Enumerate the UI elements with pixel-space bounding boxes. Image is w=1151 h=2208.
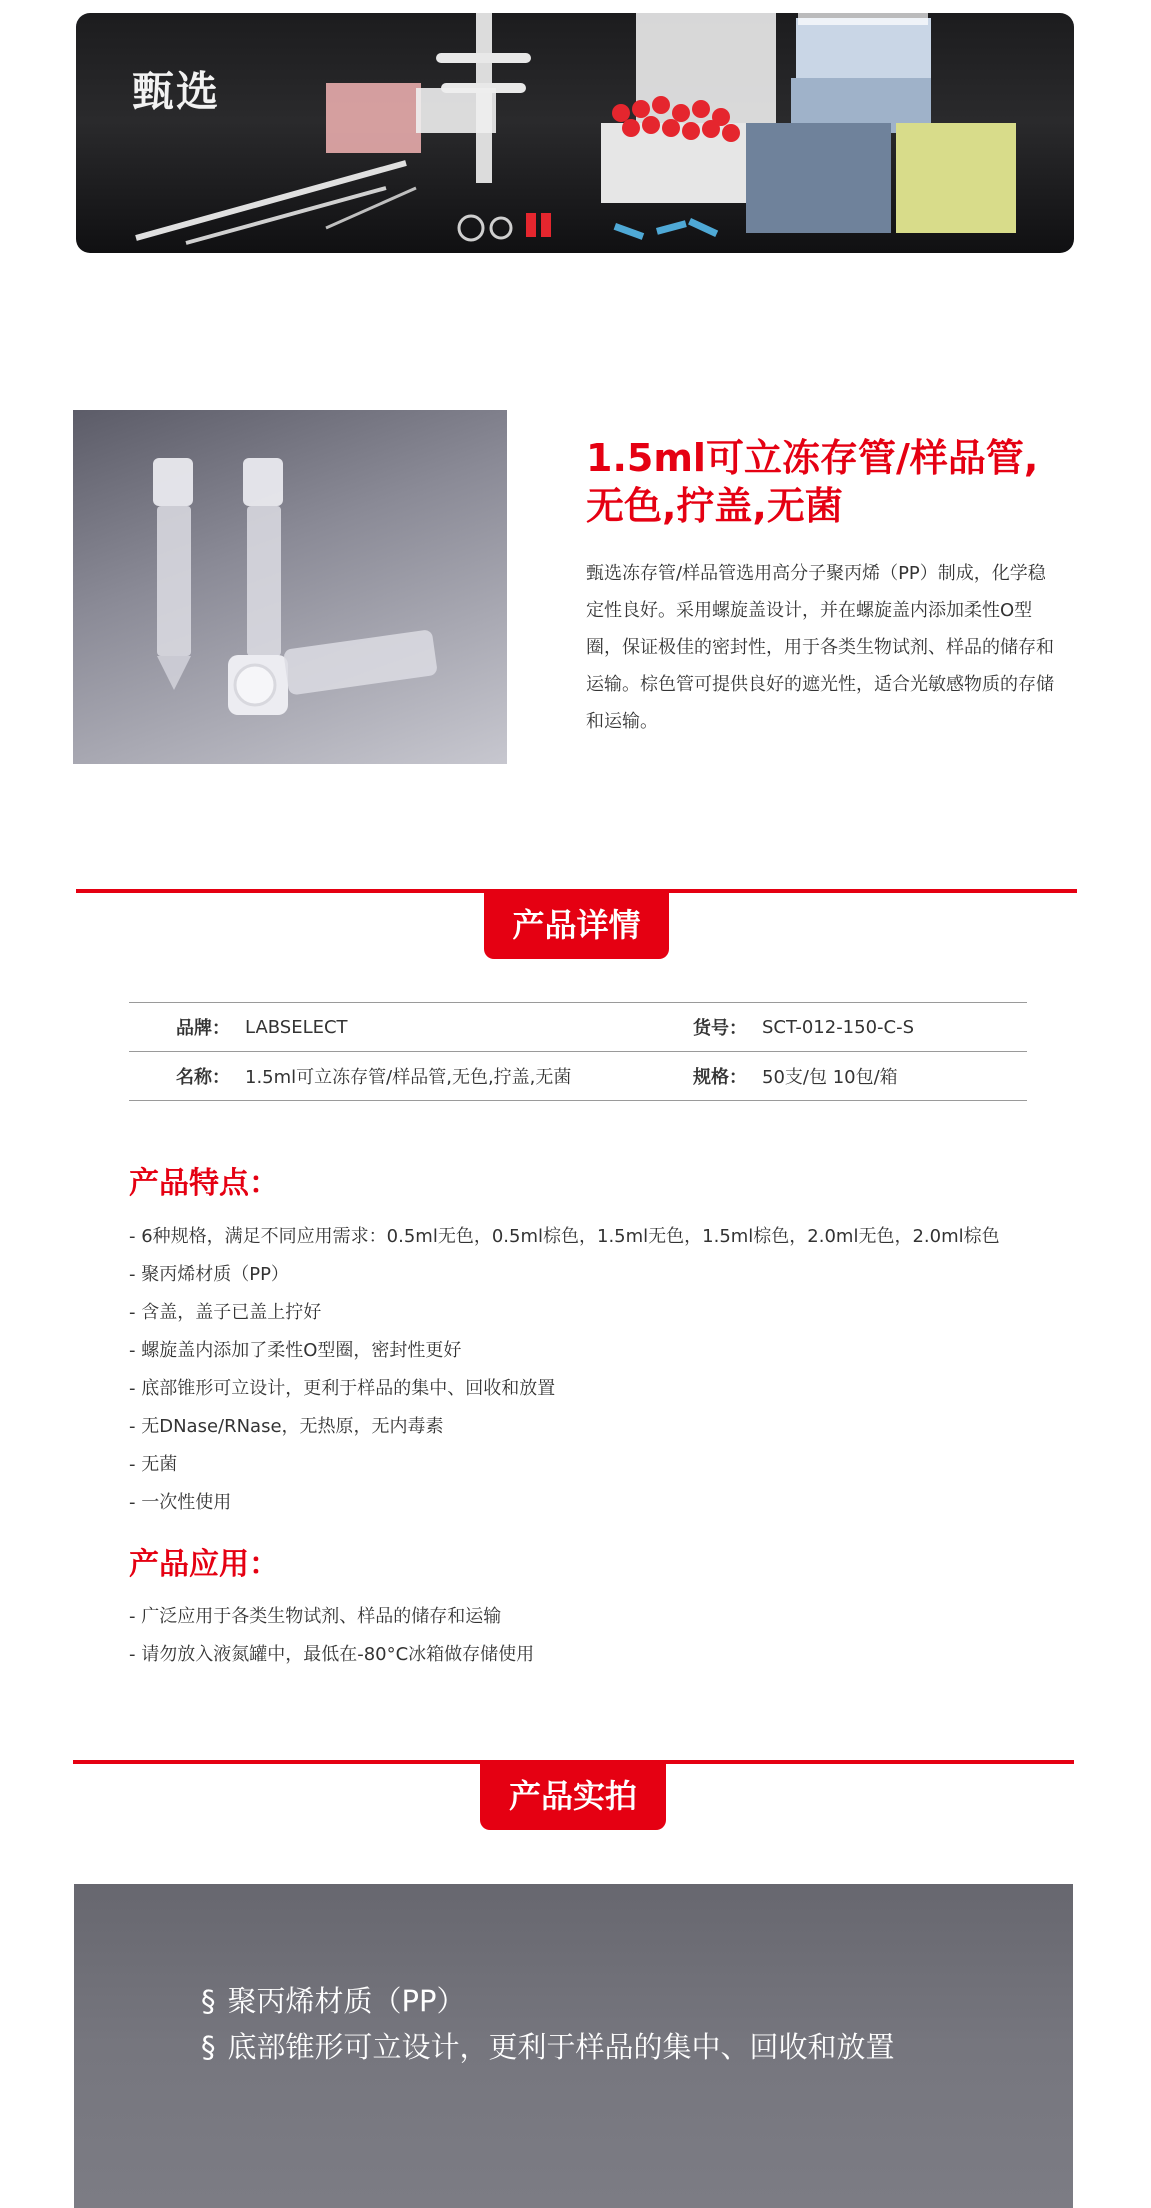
list-item: - 广泛应用于各类生物试剂、样品的储存和运输	[129, 1606, 502, 1627]
cryovial-illustration	[73, 410, 507, 764]
spec-table	[129, 1002, 1027, 1101]
list-item: - 螺旋盖内添加了柔性O型圈，密封性更好	[129, 1340, 462, 1361]
photo-bullet-list	[201, 1978, 895, 2070]
list-item: - 一次性使用	[129, 1492, 232, 1513]
section-sign-icon: §	[201, 1984, 216, 2018]
list-item	[201, 2024, 895, 2070]
list-item	[201, 1978, 895, 2024]
lab-consumables-illustration	[76, 13, 1074, 253]
tab-product-details: 产品详情	[484, 891, 669, 959]
list-item: - 聚丙烯材质（PP）	[129, 1264, 289, 1285]
list-item-text: 底部锥形可立设计，更利于样品的集中、回收和放置	[227, 2030, 895, 2064]
list-item: - 底部锥形可立设计，更利于样品的集中、回收和放置	[129, 1378, 556, 1399]
pack-label: 规格：	[646, 1052, 761, 1101]
list-item: - 请勿放入液氮罐中，最低在-80°C冰箱做存储使用	[129, 1644, 535, 1665]
tab-product-photos: 产品实拍	[480, 1762, 666, 1830]
list-item: - 含盖，盖子已盖上拧好	[129, 1302, 322, 1323]
hero-banner	[76, 13, 1074, 253]
section-sign-icon: §	[201, 2030, 216, 2064]
list-item: - 无DNase/RNase，无热原，无内毒素	[129, 1416, 444, 1437]
list-item-text: 聚丙烯材质（PP）	[227, 1984, 466, 2018]
list-item: - 6种规格，满足不同应用需求：0.5ml无色，0.5ml棕色，1.5ml无色，1.5ml棕色，2.0ml无色，2.0ml棕色	[129, 1226, 1000, 1247]
name-value: 1.5ml可立冻存管/样品管,无色,拧盖,无菌	[244, 1052, 646, 1101]
name-label: 名称：	[129, 1052, 244, 1101]
table-row	[129, 1003, 1027, 1052]
product-description: 甄选冻存管/样品管选用高分子聚丙烯（PP）制成，化学稳定性良好。采用螺旋盖设计，并在螺旋盖内添加柔性O型圈，保证极佳的密封性，用于各类生物试剂、样品的储存和运输。棕色管可提供良好的遮光性，适合光敏感物质的存储和运输。	[586, 563, 1054, 732]
brand-value: LABSELECT	[244, 1003, 646, 1052]
brand-logo: 甄选	[132, 67, 221, 116]
brand-label: 品牌：	[129, 1003, 244, 1052]
product-photo	[73, 410, 507, 764]
applications-heading: 产品应用：	[129, 1547, 279, 1582]
sku-label: 货号：	[646, 1003, 761, 1052]
list-item: - 无菌	[129, 1454, 178, 1475]
features-heading: 产品特点：	[129, 1166, 279, 1201]
applications-list	[129, 1598, 1089, 1674]
pack-value: 50支/包 10包/箱	[761, 1052, 1027, 1101]
table-row	[129, 1052, 1027, 1101]
product-title: 1.5ml可立冻存管/样品管,无色,拧盖,无菌	[586, 436, 1039, 528]
features-list	[129, 1218, 1089, 1522]
product-photo-panel	[74, 1884, 1073, 2208]
sku-value: SCT-012-150-C-S	[761, 1003, 1027, 1052]
